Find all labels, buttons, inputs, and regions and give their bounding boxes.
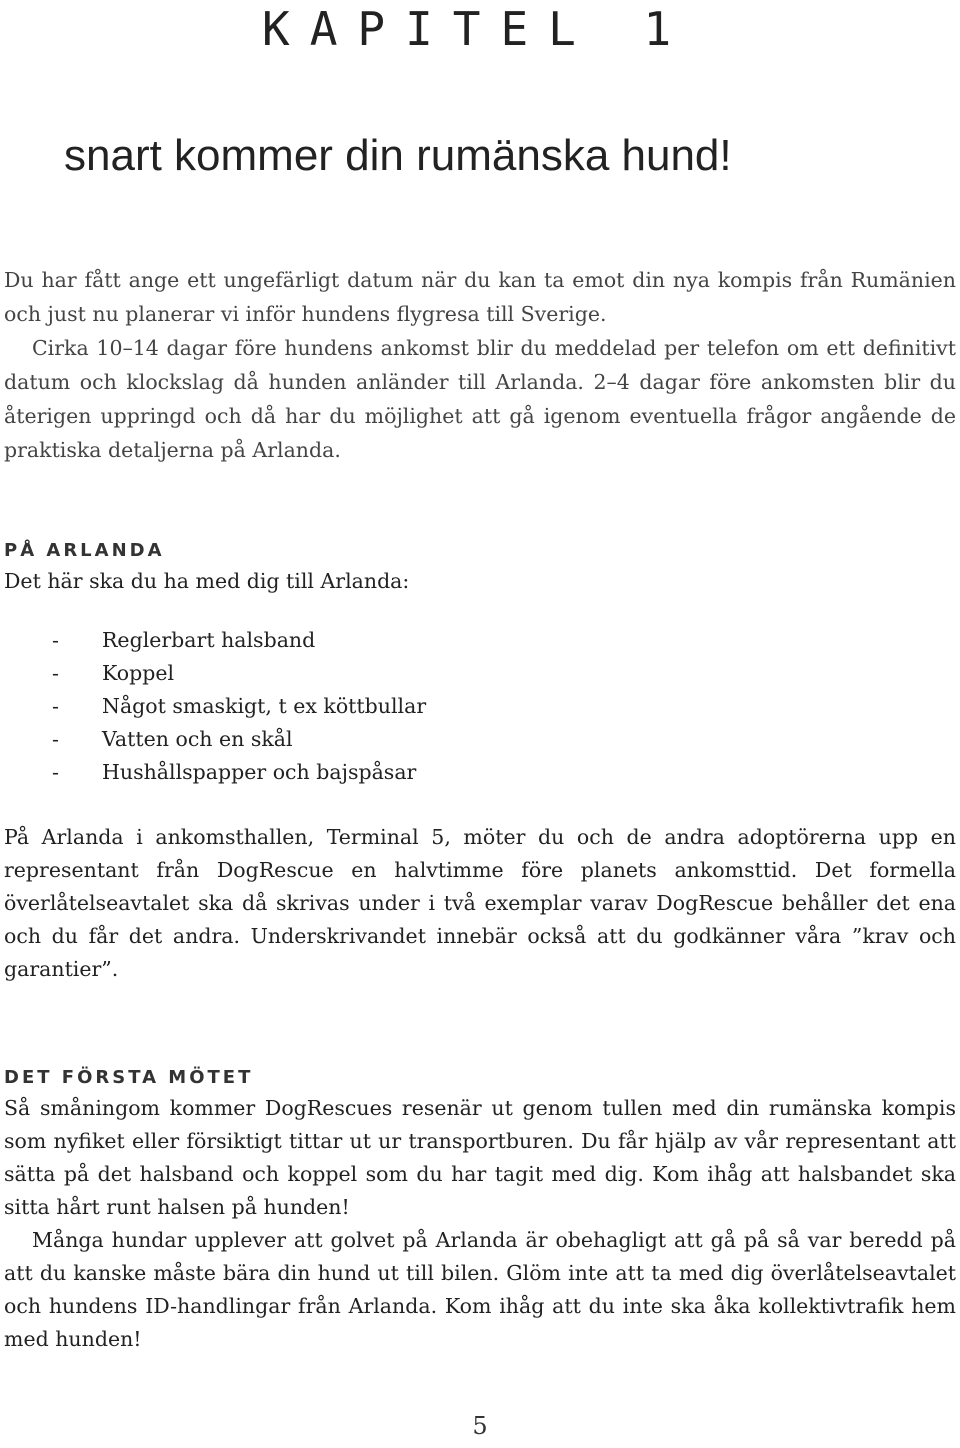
section-heading-pa-arlanda: PÅ ARLANDA: [4, 540, 165, 561]
page-number: 5: [472, 1412, 488, 1440]
list-dash: -: [52, 628, 59, 652]
arlanda-body-paragraph: På Arlanda i ankomsthallen, Terminal 5, möter du och de andra adoptörerna upp en representant från DogRescue en halvtimme före planets ankomsttid. Det formella överlåtelseavtalet ska då skrivas under i två exemplar varav DogRescue behåller det ena och du får det andra. Underskrivandet innebär också att du godkänner våra ”krav och garantier”.: [4, 825, 956, 981]
checklist-intro: Det här ska du ha med dig till Arlanda:: [4, 569, 410, 593]
section-det-forsta-motet: [4, 1064, 956, 1356]
chapter-label: KAPITEL 1: [262, 2, 692, 56]
checklist: [4, 624, 956, 789]
checklist-item-text: Koppel: [102, 661, 175, 685]
checklist-item-text: Vatten och en skål: [102, 727, 293, 751]
chapter-title: snart kommer din rumänska hund!: [64, 131, 732, 180]
intro-paragraph-1: Du har fått ange ett ungefärligt datum när du kan ta emot din nya kompis från Rumänien och just nu planerar vi inför hundens flygresa till Sverige.: [4, 268, 956, 326]
intro-paragraph-2: Cirka 10–14 dagar före hundens ankomst blir du meddelad per telefon om ett definitivt datum och klockslag då hunden anländer till Arlanda. 2–4 dagar före ankomsten blir du återigen uppringd och då har du möjlighet att gå igenom eventuella frågor angående de praktiska detaljerna på Arlanda.: [4, 336, 956, 462]
checklist-item: [4, 723, 956, 756]
mote-paragraph-2: Många hundar upplever att golvet på Arlanda är obehagligt att gå på så var beredd på att du kanske måste bära din hund ut till bilen. Glöm inte att ta med dig överlåtelseavtalet och hundens ID-handlingar från Arlanda. Kom ihåg att du inte ska åka kollektivtrafik hem med hunden!: [4, 1228, 956, 1351]
intro-text: [4, 263, 956, 467]
list-dash: -: [52, 727, 59, 751]
section-pa-arlanda: [4, 537, 956, 986]
checklist-item-text: Hushållspapper och bajspåsar: [102, 760, 417, 784]
mote-paragraph-1: Så småningom kommer DogRescues resenär ut genom tullen med din rumänska kompis som nyfiket eller försiktigt tittar ut ur transportburen. Du får hjälp av vår representant att sätta på det halsband och koppel som du har tagit med dig. Kom ihåg att halsbandet ska sitta hårt runt halsen på hunden!: [4, 1096, 956, 1219]
list-dash: -: [52, 760, 59, 784]
checklist-item-text: Något smaskigt, t ex köttbullar: [102, 694, 427, 718]
checklist-item: [4, 657, 956, 690]
section-heading-det-forsta-motet: DET FÖRSTA MÖTET: [4, 1067, 254, 1088]
checklist-item: [4, 624, 956, 657]
checklist-item: [4, 690, 956, 723]
checklist-item: [4, 756, 956, 789]
checklist-item-text: Reglerbart halsband: [102, 628, 316, 652]
list-dash: -: [52, 694, 59, 718]
list-dash: -: [52, 661, 59, 685]
